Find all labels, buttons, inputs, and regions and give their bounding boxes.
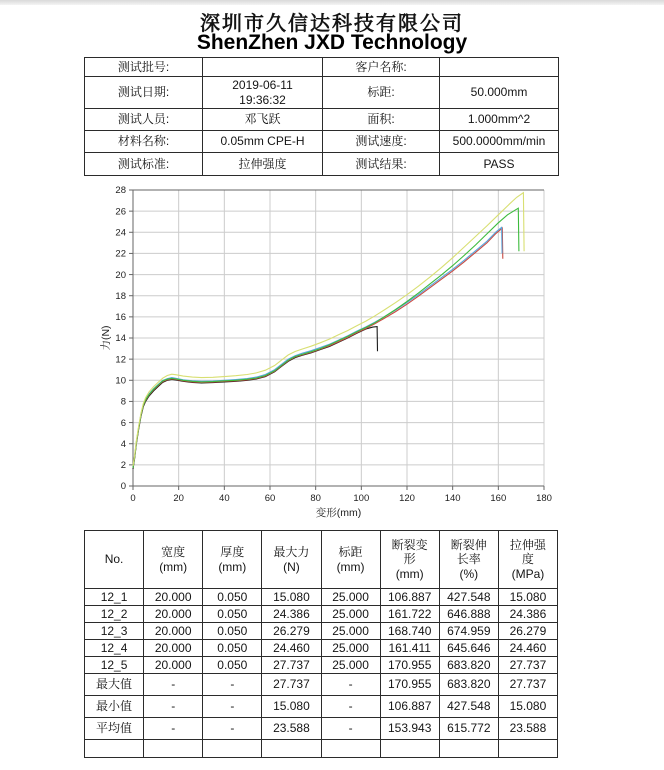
result-label: 测试结果: bbox=[323, 153, 440, 176]
info-row-batch-customer bbox=[85, 58, 559, 77]
col-elongation: 断裂伸 长率 (%) bbox=[439, 531, 498, 589]
cell: - bbox=[144, 696, 203, 718]
cell: 25.000 bbox=[321, 640, 380, 657]
summary-row-max bbox=[85, 674, 558, 696]
x-tick-label: 80 bbox=[310, 493, 321, 504]
cell: 27.737 bbox=[262, 657, 321, 674]
cell: 最小值 bbox=[85, 696, 144, 718]
y-tick-label: 4 bbox=[120, 438, 126, 450]
cell: 15.080 bbox=[498, 589, 557, 606]
col-width: 宽度 (mm) bbox=[144, 531, 203, 589]
operator-value: 邓飞跃 bbox=[203, 109, 323, 131]
x-tick-label: 120 bbox=[399, 493, 415, 504]
y-tick-label: 0 bbox=[120, 481, 126, 493]
cell: 0.050 bbox=[203, 623, 262, 640]
cell: 15.080 bbox=[498, 696, 557, 718]
x-axis-title: 变形(mm) bbox=[315, 507, 362, 519]
cell: 24.386 bbox=[262, 606, 321, 623]
area-label: 面积: bbox=[323, 109, 440, 131]
standard-value: 拉伸强度 bbox=[203, 153, 323, 176]
cell: 106.887 bbox=[380, 696, 439, 718]
customer-value bbox=[440, 58, 559, 77]
results-table bbox=[84, 530, 558, 758]
cell: - bbox=[321, 718, 380, 740]
cell: - bbox=[144, 718, 203, 740]
speed-value: 500.0000mm/min bbox=[440, 131, 559, 153]
cell: 674.959 bbox=[439, 623, 498, 640]
cell: 25.000 bbox=[321, 623, 380, 640]
x-tick-label: 20 bbox=[173, 493, 184, 504]
cell: 23.588 bbox=[262, 718, 321, 740]
material-label: 材料名称: bbox=[85, 131, 203, 153]
cell: 170.955 bbox=[380, 657, 439, 674]
y-tick-label: 10 bbox=[115, 375, 126, 387]
cell: 26.279 bbox=[262, 623, 321, 640]
sample-row-12-2 bbox=[85, 606, 558, 623]
cell: 15.080 bbox=[262, 589, 321, 606]
info-row-date-gauge bbox=[85, 77, 559, 109]
sample-row-12-4 bbox=[85, 640, 558, 657]
cell: 153.943 bbox=[380, 718, 439, 740]
y-tick-label: 6 bbox=[120, 417, 126, 429]
cell: 20.000 bbox=[144, 606, 203, 623]
cell: 25.000 bbox=[321, 657, 380, 674]
sample-row-12-3 bbox=[85, 623, 558, 640]
y-tick-label: 18 bbox=[115, 290, 126, 302]
cell: 20.000 bbox=[144, 640, 203, 657]
date-value: 2019-06-11 19:36:32 bbox=[203, 77, 323, 109]
results-header-row bbox=[85, 531, 558, 589]
company-title-chinese: 深圳市久信达科技有限公司 bbox=[200, 13, 464, 35]
cell: 0.050 bbox=[203, 589, 262, 606]
material-value: 0.05mm CPE-H bbox=[203, 131, 323, 153]
col-tensile-strength: 拉伸强 度 (MPa) bbox=[498, 531, 557, 589]
cell: 161.722 bbox=[380, 606, 439, 623]
cell: 12_3 bbox=[85, 623, 144, 640]
gauge-label: 标距: bbox=[323, 77, 440, 109]
x-tick-label: 40 bbox=[219, 493, 230, 504]
cell: 20.000 bbox=[144, 623, 203, 640]
x-tick-label: 140 bbox=[444, 493, 461, 504]
cell: 427.548 bbox=[439, 696, 498, 718]
cell: 12_5 bbox=[85, 657, 144, 674]
col-max-force: 最大力 (N) bbox=[262, 531, 321, 589]
cell: 25.000 bbox=[321, 606, 380, 623]
gauge-value: 50.000mm bbox=[440, 77, 559, 109]
cell: 27.737 bbox=[262, 674, 321, 696]
cell: - bbox=[203, 674, 262, 696]
x-tick-label: 160 bbox=[490, 493, 507, 504]
col-no: No. bbox=[85, 531, 144, 589]
y-tick-label: 20 bbox=[115, 269, 126, 281]
cell: - bbox=[321, 674, 380, 696]
y-tick-label: 24 bbox=[115, 227, 126, 239]
speed-label: 测试速度: bbox=[323, 131, 440, 153]
cell: 161.411 bbox=[380, 640, 439, 657]
y-tick-label: 12 bbox=[115, 354, 126, 366]
cell: 26.279 bbox=[498, 623, 557, 640]
test-info-table bbox=[84, 57, 559, 176]
cell: 683.820 bbox=[439, 674, 498, 696]
customer-label: 客户名称: bbox=[323, 58, 440, 77]
cell: 615.772 bbox=[439, 718, 498, 740]
col-gauge: 标距 (mm) bbox=[321, 531, 380, 589]
cell: 20.000 bbox=[144, 589, 203, 606]
x-tick-label: 100 bbox=[353, 493, 370, 504]
curve-12_5 bbox=[133, 193, 524, 466]
result-value: PASS bbox=[440, 153, 559, 176]
operator-label: 测试人员: bbox=[85, 109, 203, 131]
cell: 12_1 bbox=[85, 589, 144, 606]
cell: 27.737 bbox=[498, 657, 557, 674]
cell: 0.050 bbox=[203, 640, 262, 657]
y-tick-label: 26 bbox=[115, 206, 126, 218]
standard-label: 测试标准: bbox=[85, 153, 203, 176]
cell: 106.887 bbox=[380, 589, 439, 606]
cell: 12_2 bbox=[85, 606, 144, 623]
x-tick-label: 180 bbox=[536, 493, 552, 504]
cell: 20.000 bbox=[144, 657, 203, 674]
chart-canvas bbox=[0, 182, 664, 522]
cell: 683.820 bbox=[439, 657, 498, 674]
y-tick-label: 22 bbox=[115, 248, 126, 260]
cell: 168.740 bbox=[380, 623, 439, 640]
info-row-operator-area bbox=[85, 109, 559, 131]
cell: 27.737 bbox=[498, 674, 557, 696]
cell: 15.080 bbox=[262, 696, 321, 718]
col-thickness: 厚度 (mm) bbox=[203, 531, 262, 589]
info-row-standard-result bbox=[85, 153, 559, 176]
area-value: 1.000mm^2 bbox=[440, 109, 559, 131]
y-tick-label: 28 bbox=[115, 185, 126, 197]
date-label: 测试日期: bbox=[85, 77, 203, 109]
y-tick-label: 2 bbox=[120, 460, 126, 472]
info-row-material-speed bbox=[85, 131, 559, 153]
cell: 24.460 bbox=[498, 640, 557, 657]
cell: 24.386 bbox=[498, 606, 557, 623]
cell: 427.548 bbox=[439, 589, 498, 606]
batch-value bbox=[203, 58, 323, 77]
cell: - bbox=[203, 718, 262, 740]
curve-12_1 bbox=[133, 327, 378, 470]
y-axis-title: 力(N) bbox=[100, 325, 112, 351]
cell: 23.588 bbox=[498, 718, 557, 740]
cell: 24.460 bbox=[262, 640, 321, 657]
cell: 0.050 bbox=[203, 657, 262, 674]
cell: 646.888 bbox=[439, 606, 498, 623]
force-deformation-chart bbox=[0, 182, 664, 522]
sample-row-12-5 bbox=[85, 657, 558, 674]
batch-label: 测试批号: bbox=[85, 58, 203, 77]
cell: 170.955 bbox=[380, 674, 439, 696]
x-tick-label: 60 bbox=[264, 493, 276, 504]
y-tick-label: 16 bbox=[115, 312, 126, 324]
cell: 0.050 bbox=[203, 606, 262, 623]
empty-row bbox=[85, 740, 558, 758]
cell: 平均值 bbox=[85, 718, 144, 740]
cell: 12_4 bbox=[85, 640, 144, 657]
cell: - bbox=[203, 696, 262, 718]
company-title-english: ShenZhen JXD Technology bbox=[196, 31, 468, 54]
window-top-edge bbox=[0, 0, 664, 5]
summary-row-min bbox=[85, 696, 558, 718]
cell: - bbox=[321, 696, 380, 718]
summary-row-average bbox=[85, 718, 558, 740]
x-tick-label: 0 bbox=[130, 493, 136, 504]
sample-row-12-1 bbox=[85, 589, 558, 606]
cell: 最大值 bbox=[85, 674, 144, 696]
cell: 25.000 bbox=[321, 589, 380, 606]
cell: 645.646 bbox=[439, 640, 498, 657]
cell: - bbox=[144, 674, 203, 696]
col-break-deformation: 断裂变 形 (mm) bbox=[380, 531, 439, 589]
y-tick-label: 14 bbox=[115, 333, 126, 345]
y-tick-label: 8 bbox=[120, 396, 126, 408]
